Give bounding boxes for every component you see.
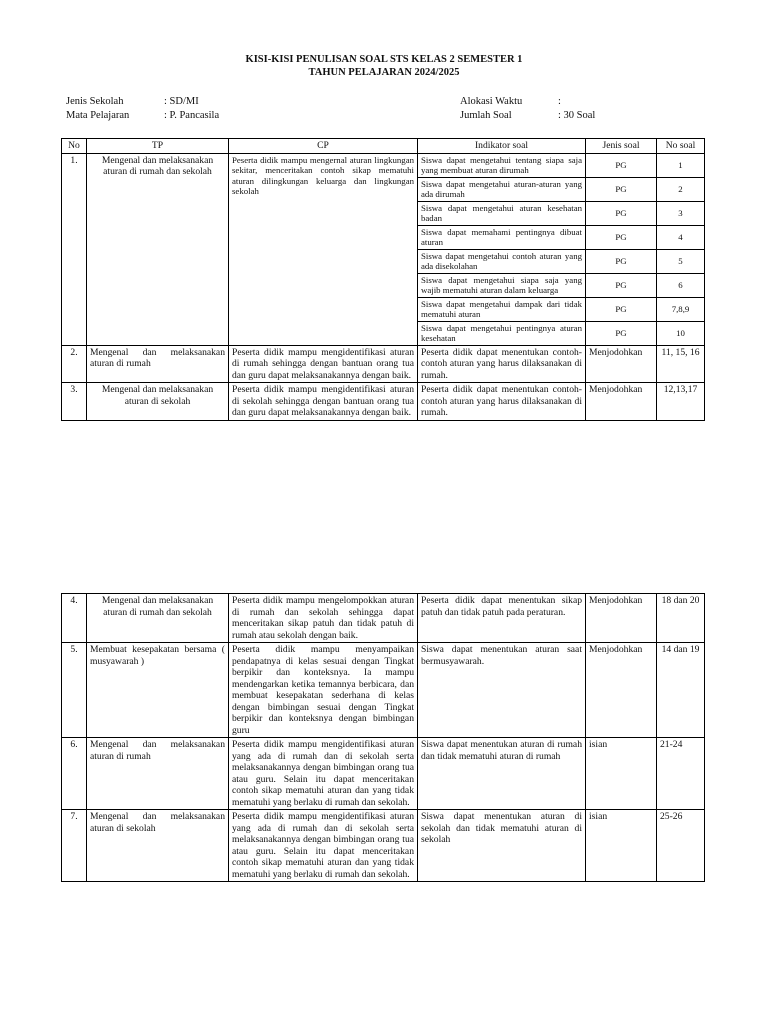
jenis-soal: isian <box>586 810 657 882</box>
table-row <box>62 810 705 882</box>
indikator-soal: Siswa dapat mengetahui siapa saja yang wajib mematuhi aturan dalam keluarga <box>418 273 586 297</box>
table-row <box>62 594 705 643</box>
no-soal: 3 <box>657 201 705 225</box>
table-row <box>62 738 705 810</box>
jenis-soal: PG <box>586 201 657 225</box>
indikator-soal: Siswa dapat mengetahui aturan-aturan yang ada dirumah <box>418 177 586 201</box>
indikator-soal: Siswa dapat menentukan aturan di rumah dan tidak mematuhi aturan di rumah <box>418 738 586 810</box>
row-no: 3. <box>62 383 87 421</box>
jenis-soal: PG <box>586 273 657 297</box>
jenis-soal: PG <box>586 153 657 177</box>
alokasi-waktu-value: : <box>558 96 561 107</box>
row-tp: Mengenal dan melaksanakan aturan di sekolah <box>87 810 229 882</box>
indikator-soal: Peserta didik dapat menentukan contoh-contoh aturan yang harus dilaksanakan di rumah. <box>418 383 586 421</box>
indikator-soal: Siswa dapat mengetahui tentang siapa saja yang membuat aturan dirumah <box>418 153 586 177</box>
row-tp: Mengenal dan melaksanakan aturan di rumah dan sekolah <box>87 594 229 643</box>
kisi-kisi-table-part2 <box>61 593 705 882</box>
jenis-sekolah-value: : SD/MI <box>164 96 199 107</box>
table-row <box>62 153 705 177</box>
no-soal: 11, 15, 16 <box>657 345 705 383</box>
no-soal: 4 <box>657 225 705 249</box>
header-jenis-soal: Jenis soal <box>586 139 657 154</box>
table-row <box>62 643 705 738</box>
mata-pelajaran-label: Mata Pelajaran <box>66 110 130 121</box>
row-no: 5. <box>62 643 87 738</box>
row-tp: Mengenal dan melaksanakan aturan di rumah <box>87 738 229 810</box>
document-title: KISI-KISI PENULISAN SOAL STS KELAS 2 SEMESTER 1 <box>245 54 523 65</box>
jenis-soal: PG <box>586 225 657 249</box>
jenis-soal: isian <box>586 738 657 810</box>
header-indikator: Indikator soal <box>418 139 586 154</box>
row-cp: Peserta didik mampu mengidentifikasi aturan yang ada di rumah dan di sekolah serta melaksanakannya dengan bimbingan orang tua atau guru. Selain itu dapat menceritakan contoh sikap mematuhi aturan dan yang tidak mematuhi yang berlaku di rumah dan sekolah. <box>229 738 418 810</box>
row-tp: Mengenal dan melaksanakan aturan di rumah <box>87 345 229 383</box>
row-cp: Peserta didik mampu mengelompokkan aturan di rumah dan sekolah sehingga dapat menceritakan sikap patuh dan tidak patuh di rumah atau sekolah dengan baik. <box>229 594 418 643</box>
jenis-soal: Menjodohkan <box>586 594 657 643</box>
row-no: 1. <box>62 153 87 345</box>
indikator-soal: Siswa dapat menentukan aturan saat bermusyawarah. <box>418 643 586 738</box>
jenis-soal: Menjodohkan <box>586 643 657 738</box>
no-soal: 21-24 <box>657 738 705 810</box>
kisi-kisi-table-part1 <box>61 138 705 421</box>
indikator-soal: Siswa dapat mengetahui contoh aturan yang ada disekolahan <box>418 249 586 273</box>
row-cp: Peserta didik mampu mengidentifikasi aturan di rumah sehingga dengan bantuan orang tua dan guru dapat melaksanakannya dengan baik. <box>229 345 418 383</box>
no-soal: 6 <box>657 273 705 297</box>
indikator-soal: Siswa dapat mengetahui aturan kesehatan badan <box>418 201 586 225</box>
indikator-soal: Siswa dapat mengetahui dampak dari tidak mematuhi aturan <box>418 297 586 321</box>
row-cp: Peserta didik mampu mengidentifikasi aturan yang ada di rumah dan di sekolah serta melaksanakannya dengan bimbingan orang tua atau guru. Selain itu dapat menceritakan contoh sikap mematuhi aturan dan yang tidak mematuhi yang berlaku di rumah dan sekolah. <box>229 810 418 882</box>
jumlah-soal-label: Jumlah Soal <box>460 110 512 121</box>
jenis-soal: Menjodohkan <box>586 383 657 421</box>
jenis-soal: PG <box>586 297 657 321</box>
no-soal: 2 <box>657 177 705 201</box>
no-soal: 7,8,9 <box>657 297 705 321</box>
header-tp: TP <box>87 139 229 154</box>
row-cp: Peserta didik mampu menyampaikan pendapatnya di kelas sesuai dengan Tingkat berpikir dan konteksnya. Ia mampu mendengarkan ketika temannya berbicara, dan membuat kesepakatan sederhana di kelas dengan bimbingan sesuai dengan Tingkat berpikir dan konteksnya dengan bimbingan guru <box>229 643 418 738</box>
jenis-soal: PG <box>586 321 657 345</box>
jenis-soal: PG <box>586 177 657 201</box>
jenis-sekolah-label: Jenis Sekolah <box>66 96 124 107</box>
row-tp: Mengenal dan melaksanakan aturan di rumah dan sekolah <box>87 153 229 345</box>
no-soal: 25-26 <box>657 810 705 882</box>
no-soal: 12,13,17 <box>657 383 705 421</box>
row-tp: Mengenal dan melaksanakan aturan di sekolah <box>87 383 229 421</box>
row-no: 2. <box>62 345 87 383</box>
no-soal: 5 <box>657 249 705 273</box>
table-row <box>62 345 705 383</box>
jenis-soal: PG <box>586 249 657 273</box>
indikator-soal: Siswa dapat mengetahui pentingnya aturan kesehatan <box>418 321 586 345</box>
row-cp: Peserta didik mampu mengidentifikasi aturan di sekolah sehingga dengan bantuan orang tua dan guru dapat melaksanakannya dengan baik. <box>229 383 418 421</box>
row-cp: Peserta didik mampu mengernal aturan lingkungan sekitar, menceritakan contoh sikap mematuhi aturan dilingkungan keluarga dan lingkungan sekolah <box>229 153 418 345</box>
alokasi-waktu-label: Alokasi Waktu <box>460 96 523 107</box>
table-row <box>62 383 705 421</box>
indikator-soal: Siswa dapat menentukan aturan di sekolah dan tidak mematuhi aturan di sekolah <box>418 810 586 882</box>
row-tp: Membuat kesepakatan bersama ( musyawarah ) <box>87 643 229 738</box>
no-soal: 1 <box>657 153 705 177</box>
no-soal: 14 dan 19 <box>657 643 705 738</box>
jumlah-soal-value: : 30 Soal <box>558 110 596 121</box>
row-no: 6. <box>62 738 87 810</box>
jenis-soal: Menjodohkan <box>586 345 657 383</box>
header-cp: CP <box>229 139 418 154</box>
document-subtitle: TAHUN PELAJARAN 2024/2025 <box>308 67 460 78</box>
header-no: No <box>62 139 87 154</box>
row-no: 4. <box>62 594 87 643</box>
table-header-row <box>62 139 705 154</box>
row-no: 7. <box>62 810 87 882</box>
indikator-soal: Peserta didik dapat menentukan contoh-contoh aturan yang harus dilaksanakan di rumah. <box>418 345 586 383</box>
no-soal: 10 <box>657 321 705 345</box>
header-no-soal: No soal <box>657 139 705 154</box>
mata-pelajaran-value: : P. Pancasila <box>164 110 220 121</box>
indikator-soal: Peserta didik dapat menentukan sikap patuh dan tidak patuh pada peraturan. <box>418 594 586 643</box>
no-soal: 18 dan 20 <box>657 594 705 643</box>
indikator-soal: Siswa dapat memahami pentingnya dibuat aturan <box>418 225 586 249</box>
